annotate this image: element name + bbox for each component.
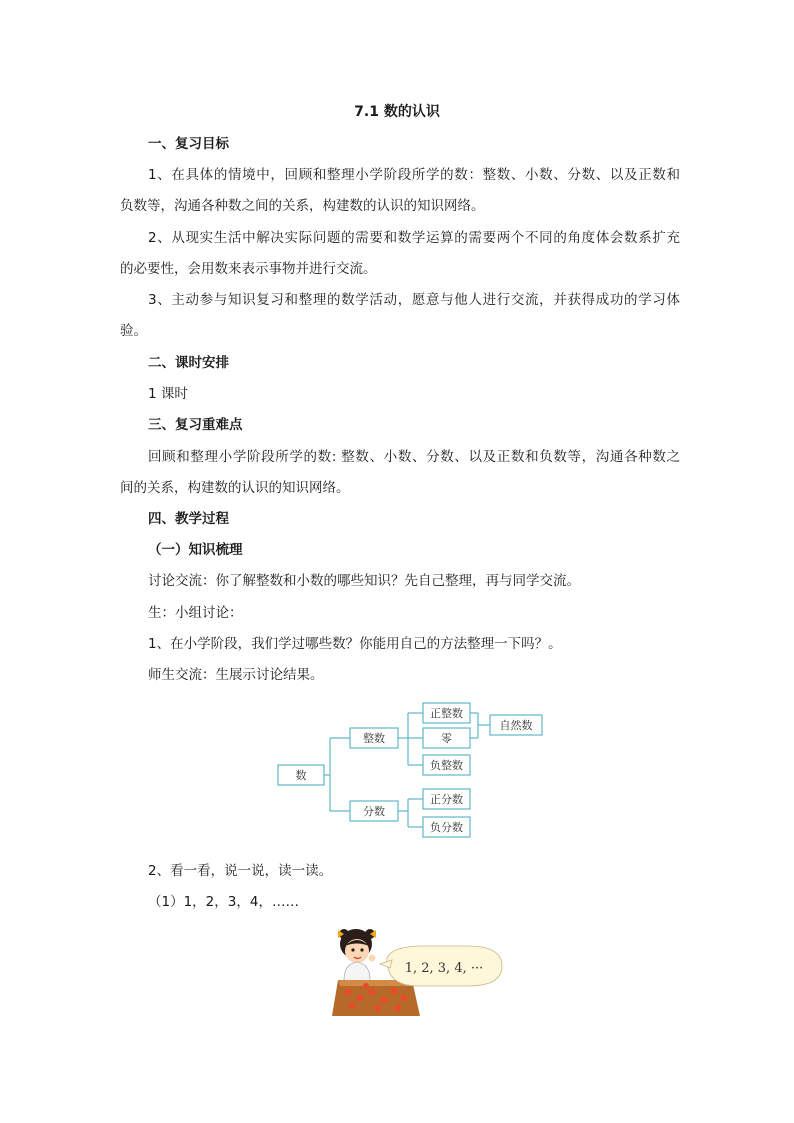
- label-zero: 零: [441, 732, 452, 745]
- subsection-heading-knowledge: （一）知识梳理: [148, 542, 243, 558]
- label-fraction: 分数: [363, 805, 385, 818]
- label-negative-integer: 负整数: [430, 759, 463, 772]
- goal-3-line-1: 3、主动参与知识复习和整理的数学活动，愿意与他人进行交流，并获得成功的学习体: [148, 292, 680, 308]
- student-text: 生：小组讨论：: [148, 605, 243, 621]
- girl-counting-illustration: [332, 928, 504, 1016]
- label-negative-fraction: 负分数: [430, 821, 463, 834]
- page-title: 7.1 数的认识: [354, 104, 440, 120]
- goal-2-line-1: 2、从现实生活中解决实际问题的需要和数学运算的需要两个不同的角度体会数系扩充: [148, 230, 680, 246]
- question-2-text: 2、看一看，说一说，读一读。: [148, 863, 333, 879]
- item-1-text: （1）1，2，3，4，……: [148, 894, 299, 910]
- label-root: 数: [295, 769, 307, 782]
- girl-icon: [338, 929, 376, 980]
- goal-1-line-2: 负数等，沟通各种数之间的关系，构建数的认识的知识网络。: [120, 198, 485, 214]
- goal-2-line-2: 的必要性，会用数来表示事物并进行交流。: [120, 261, 377, 277]
- key-points-line-1: 回顾和整理小学阶段所学的数: 整数、小数、分数、以及正数和负数等，沟通各种数之: [148, 449, 680, 465]
- exchange-text: 师生交流：生展示讨论结果。: [148, 667, 324, 683]
- section-heading-teaching-process: 四、教学过程: [148, 511, 229, 527]
- label-integer: 整数: [363, 732, 385, 745]
- section-heading-schedule: 二、课时安排: [148, 355, 229, 371]
- speech-bubble: [380, 946, 502, 986]
- schedule-text: 1 课时: [148, 386, 188, 402]
- label-positive-integer: 正整数: [430, 707, 463, 720]
- question-1-text: 1、在小学阶段，我们学过哪些数？你能用自己的方法整理一下吗？。: [148, 636, 562, 652]
- section-heading-review-goals: 一、复习目标: [148, 136, 229, 152]
- goal-3-line-2: 验。: [120, 323, 147, 339]
- discussion-text: 讨论交流：你了解整数和小数的哪些知识？先自己整理，再与同学交流。: [148, 573, 580, 589]
- label-natural-number: 自然数: [499, 719, 533, 732]
- goal-1-line-1: 1、在具体的情境中，回顾和整理小学阶段所学的数：整数、小数、分数、以及正数和: [148, 167, 680, 183]
- key-points-line-2: 间的关系，构建数的认识的知识网络。: [120, 480, 350, 496]
- label-positive-fraction: 正分数: [430, 793, 463, 806]
- bubble-text: 1, 2, 3, 4, ···: [404, 961, 484, 976]
- number-classification-diagram: [270, 695, 550, 845]
- section-heading-key-points: 三、复习重难点: [148, 417, 243, 433]
